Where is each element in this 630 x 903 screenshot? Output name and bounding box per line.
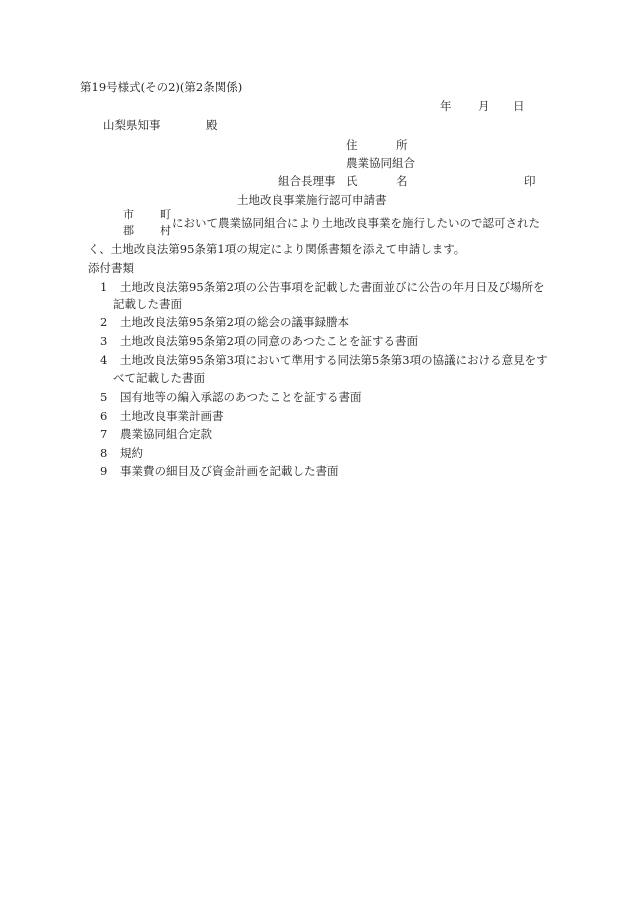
item-text: 土地改良法第95条第3項において準用する同法第5条第3項の協議における意見をす xyxy=(120,353,548,367)
document-title: 土地改良事業施行認可申請書 xyxy=(237,193,387,207)
item-text: 土地改良法第95条第2項の同意のあつたことを証する書面 xyxy=(120,334,418,348)
date-month: 月 xyxy=(478,99,490,113)
item-text-continued: 記載した書面 xyxy=(113,297,182,311)
item-number: 4 xyxy=(100,353,108,367)
item-number: 3 xyxy=(100,334,108,348)
item-number: 5 xyxy=(100,390,108,404)
seal-mark: 印 xyxy=(524,174,536,188)
body-village: 村 xyxy=(160,224,171,237)
address-label-1: 住 xyxy=(346,138,358,152)
addressee-name: 山梨県知事 xyxy=(103,118,161,132)
body-line-2: く、土地改良法第95条第1項の規定により関係書類を添えて申請します。 xyxy=(88,242,466,256)
item-text: 規約 xyxy=(120,446,143,460)
date-day: 日 xyxy=(513,99,525,113)
attachments-heading: 添付書類 xyxy=(88,261,134,275)
item-text: 土地改良法第95条第2項の公告事項を記載した書面並びに公告の年月日及び場所を xyxy=(120,280,545,294)
body-city: 市 xyxy=(123,208,134,221)
address-label-2: 所 xyxy=(396,138,408,152)
item-text: 土地改良法第95条第2項の総会の議事録謄本 xyxy=(120,315,349,329)
date-year: 年 xyxy=(440,99,452,113)
body-town: 町 xyxy=(160,208,171,221)
form-id: 第19号様式(その2)(第2条関係) xyxy=(80,80,243,94)
name-label-1: 氏 xyxy=(346,174,358,188)
item-number: 6 xyxy=(100,409,108,423)
item-text: 国有地等の編入承認のあつたことを証する書面 xyxy=(120,390,362,404)
item-text: 事業費の細目及び資金計画を記載した書面 xyxy=(120,464,339,478)
item-text: 土地改良事業計画書 xyxy=(120,409,224,423)
item-number: 1 xyxy=(100,280,108,294)
item-number: 7 xyxy=(100,427,108,441)
item-number: 2 xyxy=(100,315,108,329)
item-text: 農業協同組合定款 xyxy=(120,427,212,441)
item-number: 8 xyxy=(100,446,108,460)
applicant-role: 組合長理事 xyxy=(278,174,336,188)
body-county: 郡 xyxy=(123,224,134,237)
applicant-org: 農業協同組合 xyxy=(346,156,415,170)
item-number: 9 xyxy=(100,464,108,478)
name-label-2: 名 xyxy=(396,174,408,188)
item-text-continued: べて記載した書面 xyxy=(113,371,205,385)
addressee-honorific: 殿 xyxy=(206,118,218,132)
body-line-1: において農業協同組合により土地改良事業を施行したいので認可された xyxy=(172,216,540,230)
